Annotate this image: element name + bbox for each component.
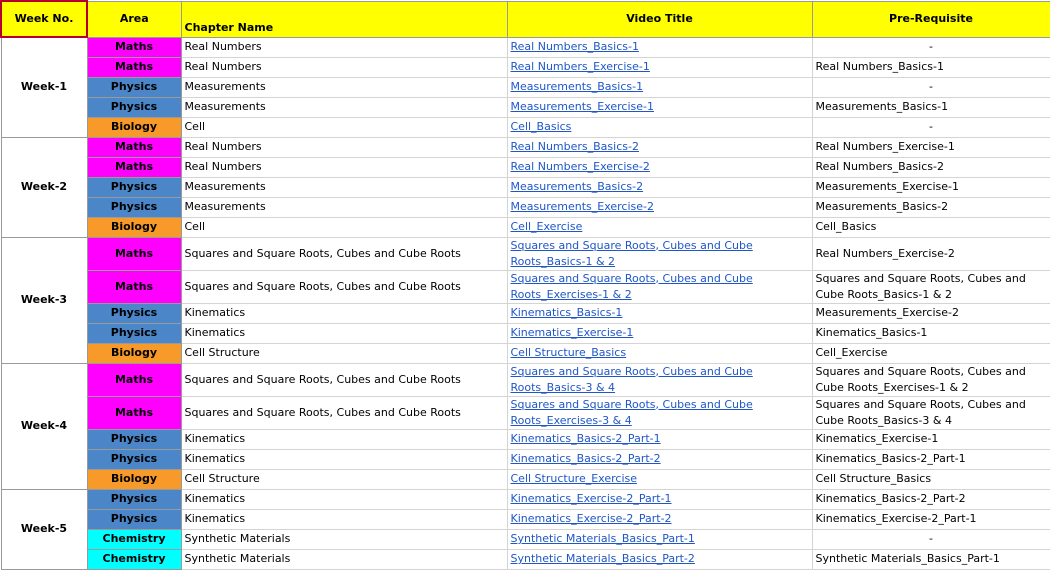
video-title-cell[interactable] bbox=[507, 509, 812, 529]
area-cell[interactable]: Physics bbox=[87, 489, 181, 509]
week-label[interactable]: Week-4 bbox=[1, 363, 87, 489]
week-label[interactable]: Week-1 bbox=[1, 37, 87, 137]
video-title-cell[interactable] bbox=[507, 549, 812, 569]
pre-requisite-cell[interactable]: Measurements_Exercise-1 bbox=[812, 177, 1050, 197]
chapter-name-cell[interactable]: Synthetic Materials bbox=[181, 529, 507, 549]
video-title-cell[interactable] bbox=[507, 396, 812, 429]
area-cell[interactable]: Maths bbox=[87, 137, 181, 157]
video-title-cell[interactable] bbox=[507, 217, 812, 237]
area-cell[interactable]: Maths bbox=[87, 157, 181, 177]
video-title-cell[interactable] bbox=[507, 343, 812, 363]
pre-requisite-cell[interactable]: - bbox=[812, 77, 1050, 97]
video-title-link[interactable]: Measurements_Exercise-2 bbox=[510, 200, 654, 213]
pre-requisite-cell[interactable]: Kinematics_Exercise-2_Part-1 bbox=[812, 509, 1050, 529]
pre-requisite-cell[interactable]: Real Numbers_Exercise-2 bbox=[812, 237, 1050, 270]
video-title-link[interactable]: Measurements_Exercise-1 bbox=[510, 100, 654, 113]
area-cell[interactable]: Physics bbox=[87, 97, 181, 117]
pre-requisite-cell[interactable]: Kinematics_Basics-2_Part-1 bbox=[812, 449, 1050, 469]
pre-requisite-cell[interactable]: Measurements_Basics-2 bbox=[812, 197, 1050, 217]
chapter-name-cell[interactable]: Measurements bbox=[181, 97, 507, 117]
video-title-link[interactable]: Real Numbers_Exercise-2 bbox=[510, 160, 650, 173]
video-title-link[interactable]: Real Numbers_Basics-2 bbox=[510, 140, 639, 153]
video-title-link[interactable]: Kinematics_Basics-2_Part-2 bbox=[510, 452, 661, 465]
area-cell[interactable]: Physics bbox=[87, 197, 181, 217]
table-row bbox=[1, 549, 1050, 569]
table-row bbox=[1, 529, 1050, 549]
table-row bbox=[1, 396, 1050, 429]
header-chapter-name[interactable]: Chapter Name bbox=[181, 1, 507, 37]
table-row bbox=[1, 97, 1050, 117]
area-cell[interactable]: Biology bbox=[87, 217, 181, 237]
chapter-name-cell[interactable]: Synthetic Materials bbox=[181, 549, 507, 569]
header-week-no[interactable]: Week No. bbox=[1, 1, 87, 37]
chapter-name-cell[interactable]: Squares and Square Roots, Cubes and Cube Roots bbox=[181, 363, 507, 396]
table-row bbox=[1, 117, 1050, 137]
pre-requisite-cell[interactable]: - bbox=[812, 37, 1050, 57]
chapter-name-cell[interactable]: Kinematics bbox=[181, 509, 507, 529]
area-cell[interactable]: Maths bbox=[87, 396, 181, 429]
video-title-cell[interactable] bbox=[507, 449, 812, 469]
area-cell[interactable]: Maths bbox=[87, 363, 181, 396]
area-cell[interactable]: Physics bbox=[87, 449, 181, 469]
pre-requisite-cell[interactable]: Real Numbers_Basics-1 bbox=[812, 57, 1050, 77]
video-title-cell[interactable] bbox=[507, 469, 812, 489]
table-row bbox=[1, 469, 1050, 489]
chapter-name-cell[interactable]: Kinematics bbox=[181, 489, 507, 509]
video-title-link[interactable]: Kinematics_Basics-2_Part-1 bbox=[510, 432, 661, 445]
table-row bbox=[1, 137, 1050, 157]
pre-requisite-cell[interactable]: Squares and Square Roots, Cubes and Cube Roots_Exercises-1 & 2 bbox=[812, 363, 1050, 396]
chapter-name-cell[interactable]: Measurements bbox=[181, 197, 507, 217]
video-title-cell[interactable] bbox=[507, 57, 812, 77]
pre-requisite-cell[interactable]: Kinematics_Exercise-1 bbox=[812, 429, 1050, 449]
video-title-cell[interactable] bbox=[507, 77, 812, 97]
chapter-name-cell[interactable]: Squares and Square Roots, Cubes and Cube Roots bbox=[181, 270, 507, 303]
video-title-link[interactable]: Squares and Square Roots, Cubes and Cube Roots_Basics-3 & 4 bbox=[510, 364, 753, 394]
area-cell[interactable]: Physics bbox=[87, 429, 181, 449]
video-title-link[interactable]: Kinematics_Exercise-2_Part-2 bbox=[510, 512, 672, 525]
area-cell[interactable]: Maths bbox=[87, 237, 181, 270]
area-cell[interactable]: Physics bbox=[87, 77, 181, 97]
chapter-name-cell[interactable]: Cell Structure bbox=[181, 343, 507, 363]
video-title-link[interactable]: Kinematics_Exercise-1 bbox=[510, 326, 634, 339]
area-cell[interactable]: Maths bbox=[87, 37, 181, 57]
area-cell[interactable]: Physics bbox=[87, 509, 181, 529]
table-row bbox=[1, 343, 1050, 363]
area-cell[interactable]: Physics bbox=[87, 323, 181, 343]
pre-requisite-cell[interactable]: Kinematics_Basics-1 bbox=[812, 323, 1050, 343]
chapter-name-cell[interactable]: Measurements bbox=[181, 177, 507, 197]
video-title-cell[interactable] bbox=[507, 429, 812, 449]
week-label[interactable]: Week-5 bbox=[1, 489, 87, 569]
chapter-name-cell[interactable]: Kinematics bbox=[181, 323, 507, 343]
chapter-name-cell[interactable]: Cell bbox=[181, 117, 507, 137]
table-row bbox=[1, 217, 1050, 237]
table-row bbox=[1, 323, 1050, 343]
chapter-name-cell[interactable]: Kinematics bbox=[181, 429, 507, 449]
area-cell[interactable]: Biology bbox=[87, 469, 181, 489]
video-title-cell[interactable] bbox=[507, 97, 812, 117]
chapter-name-cell[interactable]: Squares and Square Roots, Cubes and Cube Roots bbox=[181, 396, 507, 429]
video-title-link[interactable]: Kinematics_Basics-1 bbox=[510, 306, 623, 319]
table-body bbox=[1, 37, 1050, 569]
area-cell[interactable]: Chemistry bbox=[87, 549, 181, 569]
video-title-cell[interactable] bbox=[507, 489, 812, 509]
table-row bbox=[1, 37, 1050, 57]
area-cell[interactable]: Physics bbox=[87, 303, 181, 323]
video-title-link[interactable]: Cell_Exercise bbox=[510, 220, 583, 233]
pre-requisite-cell[interactable]: Cell Structure_Basics bbox=[812, 469, 1050, 489]
chapter-name-cell[interactable]: Real Numbers bbox=[181, 157, 507, 177]
video-title-cell[interactable] bbox=[507, 137, 812, 157]
video-title-cell[interactable] bbox=[507, 117, 812, 137]
video-title-cell[interactable] bbox=[507, 529, 812, 549]
week-label[interactable]: Week-2 bbox=[1, 137, 87, 237]
video-title-link[interactable]: Real Numbers_Exercise-1 bbox=[510, 60, 650, 73]
week-label[interactable]: Week-3 bbox=[1, 237, 87, 363]
pre-requisite-cell[interactable]: Squares and Square Roots, Cubes and Cube Roots_Basics-1 & 2 bbox=[812, 270, 1050, 303]
chapter-name-cell[interactable]: Kinematics bbox=[181, 303, 507, 323]
video-title-cell[interactable] bbox=[507, 363, 812, 396]
area-cell[interactable]: Maths bbox=[87, 270, 181, 303]
table-row bbox=[1, 363, 1050, 396]
table-row bbox=[1, 157, 1050, 177]
pre-requisite-cell[interactable]: Squares and Square Roots, Cubes and Cube Roots_Basics-3 & 4 bbox=[812, 396, 1050, 429]
video-title-link[interactable]: Cell Structure_Exercise bbox=[510, 472, 637, 485]
pre-requisite-cell[interactable]: - bbox=[812, 117, 1050, 137]
video-title-link[interactable]: Cell_Basics bbox=[510, 120, 572, 133]
chapter-name-cell[interactable]: Kinematics bbox=[181, 449, 507, 469]
video-title-link[interactable]: Synthetic Materials_Basics_Part-2 bbox=[510, 552, 695, 565]
table-row bbox=[1, 57, 1050, 77]
video-title-cell[interactable] bbox=[507, 323, 812, 343]
chapter-name-cell[interactable]: Cell Structure bbox=[181, 469, 507, 489]
video-title-cell[interactable] bbox=[507, 197, 812, 217]
header-pre-requisite[interactable]: Pre-Requisite bbox=[812, 1, 1050, 37]
video-title-link[interactable]: Measurements_Basics-2 bbox=[510, 180, 644, 193]
table-row bbox=[1, 509, 1050, 529]
table-row bbox=[1, 270, 1050, 303]
chapter-name-cell[interactable]: Real Numbers bbox=[181, 37, 507, 57]
table-row bbox=[1, 177, 1050, 197]
table-row bbox=[1, 449, 1050, 469]
chapter-name-cell[interactable]: Measurements bbox=[181, 77, 507, 97]
video-title-cell[interactable] bbox=[507, 303, 812, 323]
pre-requisite-cell[interactable]: - bbox=[812, 529, 1050, 549]
header-row bbox=[1, 1, 1050, 37]
chapter-name-cell[interactable]: Real Numbers bbox=[181, 137, 507, 157]
header-video-title[interactable]: Video Title bbox=[507, 1, 812, 37]
pre-requisite-cell[interactable]: Cell_Basics bbox=[812, 217, 1050, 237]
video-title-cell[interactable] bbox=[507, 37, 812, 57]
video-title-link[interactable]: Squares and Square Roots, Cubes and Cube Roots_Exercises-3 & 4 bbox=[510, 397, 753, 427]
pre-requisite-cell[interactable]: Cell_Exercise bbox=[812, 343, 1050, 363]
pre-requisite-cell[interactable]: Real Numbers_Exercise-1 bbox=[812, 137, 1050, 157]
video-title-link[interactable]: Cell Structure_Basics bbox=[510, 346, 627, 359]
pre-requisite-cell[interactable]: Kinematics_Basics-2_Part-2 bbox=[812, 489, 1050, 509]
video-title-link[interactable]: Real Numbers_Basics-1 bbox=[510, 40, 639, 53]
pre-requisite-cell[interactable]: Measurements_Basics-1 bbox=[812, 97, 1050, 117]
table-row bbox=[1, 237, 1050, 270]
area-cell[interactable]: Maths bbox=[87, 57, 181, 77]
chapter-name-cell[interactable]: Cell bbox=[181, 217, 507, 237]
video-title-link[interactable]: Measurements_Basics-1 bbox=[510, 80, 644, 93]
table-row bbox=[1, 429, 1050, 449]
pre-requisite-cell[interactable]: Measurements_Exercise-2 bbox=[812, 303, 1050, 323]
table-row bbox=[1, 197, 1050, 217]
area-cell[interactable]: Biology bbox=[87, 343, 181, 363]
table-row bbox=[1, 77, 1050, 97]
table-row bbox=[1, 489, 1050, 509]
chapter-name-cell[interactable]: Squares and Square Roots, Cubes and Cube Roots bbox=[181, 237, 507, 270]
video-title-cell[interactable] bbox=[507, 177, 812, 197]
area-cell[interactable]: Physics bbox=[87, 177, 181, 197]
pre-requisite-cell[interactable]: Synthetic Materials_Basics_Part-1 bbox=[812, 549, 1050, 569]
video-title-link[interactable]: Squares and Square Roots, Cubes and Cube Roots_Basics-1 & 2 bbox=[510, 238, 753, 268]
video-title-cell[interactable] bbox=[507, 157, 812, 177]
table-row bbox=[1, 303, 1050, 323]
chapter-name-cell[interactable]: Real Numbers bbox=[181, 57, 507, 77]
video-title-link[interactable]: Squares and Square Roots, Cubes and Cube Roots_Exercises-1 & 2 bbox=[510, 271, 753, 301]
video-title-cell[interactable] bbox=[507, 270, 812, 303]
video-title-link[interactable]: Kinematics_Exercise-2_Part-1 bbox=[510, 492, 672, 505]
video-title-cell[interactable] bbox=[507, 237, 812, 270]
area-cell[interactable]: Biology bbox=[87, 117, 181, 137]
pre-requisite-cell[interactable]: Real Numbers_Basics-2 bbox=[812, 157, 1050, 177]
video-title-link[interactable]: Synthetic Materials_Basics_Part-1 bbox=[510, 532, 695, 545]
header-area[interactable]: Area bbox=[87, 1, 181, 37]
area-cell[interactable]: Chemistry bbox=[87, 529, 181, 549]
